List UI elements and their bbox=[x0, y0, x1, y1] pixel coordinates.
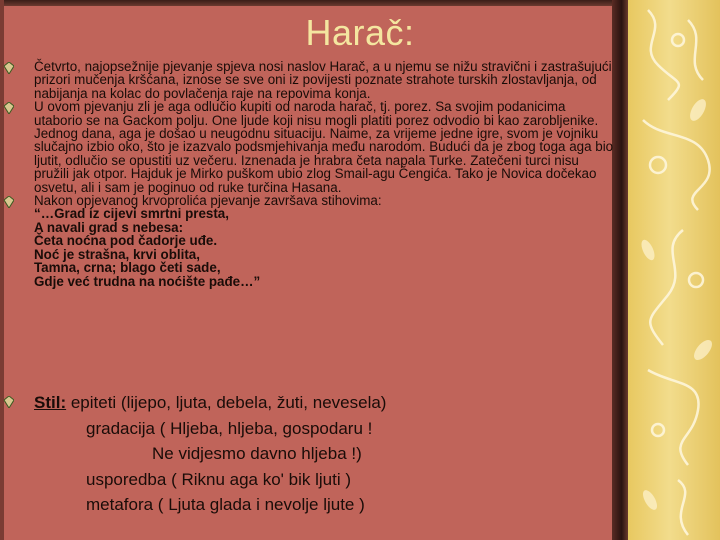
style-line-1 bbox=[34, 390, 594, 416]
style-metafora: metafora ( Ljuta glada i nevolje ljute ) bbox=[86, 495, 365, 514]
style-gradacija-cont: Ne vidjesmo davno hljeba !) bbox=[152, 444, 362, 463]
verse-line: “…Grad iz cijevi smrtni presta, bbox=[34, 206, 229, 222]
style-epiteti: epiteti (lijepo, ljuta, debela, žuti, nevesela) bbox=[66, 393, 387, 412]
bullet-icon bbox=[4, 62, 14, 74]
verse-line: Četa noćna pod čadorje uđe. bbox=[34, 233, 218, 249]
slide-title: Harač: bbox=[305, 12, 415, 53]
bullet-icon bbox=[4, 196, 14, 208]
paragraph-3 bbox=[34, 194, 616, 207]
verse-line: Noć je strašna, krvi oblita, bbox=[34, 246, 200, 262]
paragraph-1-text: Četvrto, najopsežnije pjevanje spjeva nosi naslov Harač, a u njemu se nižu stravični i zastrašujući prizori mučenja kršćana, iznose se sve oni iz povijesti poznate strahote turskih zlostavljanja, od nabijanja na kolac do povlačenja raje na repovima konja. bbox=[34, 59, 612, 101]
style-gradacija: gradacija ( Hljeba, hljeba, gospodaru ! bbox=[86, 418, 373, 438]
paragraph-2-text: U ovom pjevanju zli je aga odlučio kupiti od naroda harač, tj. porez. Sa svojim podanicima utaborio se na Gackom polju. One ljude koji nisu mogli platiti porez odvodio bi kao zarobljenike. Jednog dana, aga je došao u neugodnu situaciju. Naime, za vrijeme jedne igre, svom je vojniku slučajno izbio oko, što je izazvalo podsmjehivanja među narodom. Budući da je zbog toga aga bio ljutit, odlučio se opustiti uz večeru. Iznenada je hrabra četa napala Turke. Zatečeni turci nisu pružili jak otpor. Hajduk je Mirko puškom ubio zlog Smail-agu Čengića. Tako je Novica dočekao osvetu, ali i sam je poginuo od ruke turčina Hasana. bbox=[34, 99, 614, 195]
verse-line: A navali grad s nebesa: bbox=[34, 219, 184, 235]
style-usporedba: usporedba ( Riknu aga ko' bik ljuti ) bbox=[86, 469, 351, 489]
body-text bbox=[34, 60, 616, 288]
style-label: Stil: bbox=[34, 393, 67, 412]
floral-ornament-icon bbox=[628, 0, 720, 540]
frame-left bbox=[0, 0, 4, 540]
paragraph-1 bbox=[34, 60, 616, 100]
frame-top bbox=[0, 0, 628, 6]
bullet-icon bbox=[4, 102, 14, 114]
style-section bbox=[34, 390, 594, 518]
paragraph-2 bbox=[34, 100, 616, 194]
paragraph-3-text: Nakon opjevanog krvoprolića pjevanje završava stihovima: bbox=[34, 193, 382, 209]
verse-line: Tamna, crna; blago četi sade, bbox=[34, 260, 221, 276]
bullet-icon bbox=[4, 396, 14, 408]
verse-line: Gdje već trudna na noćište pađe…” bbox=[34, 273, 261, 289]
decorative-side-panel bbox=[628, 0, 720, 540]
